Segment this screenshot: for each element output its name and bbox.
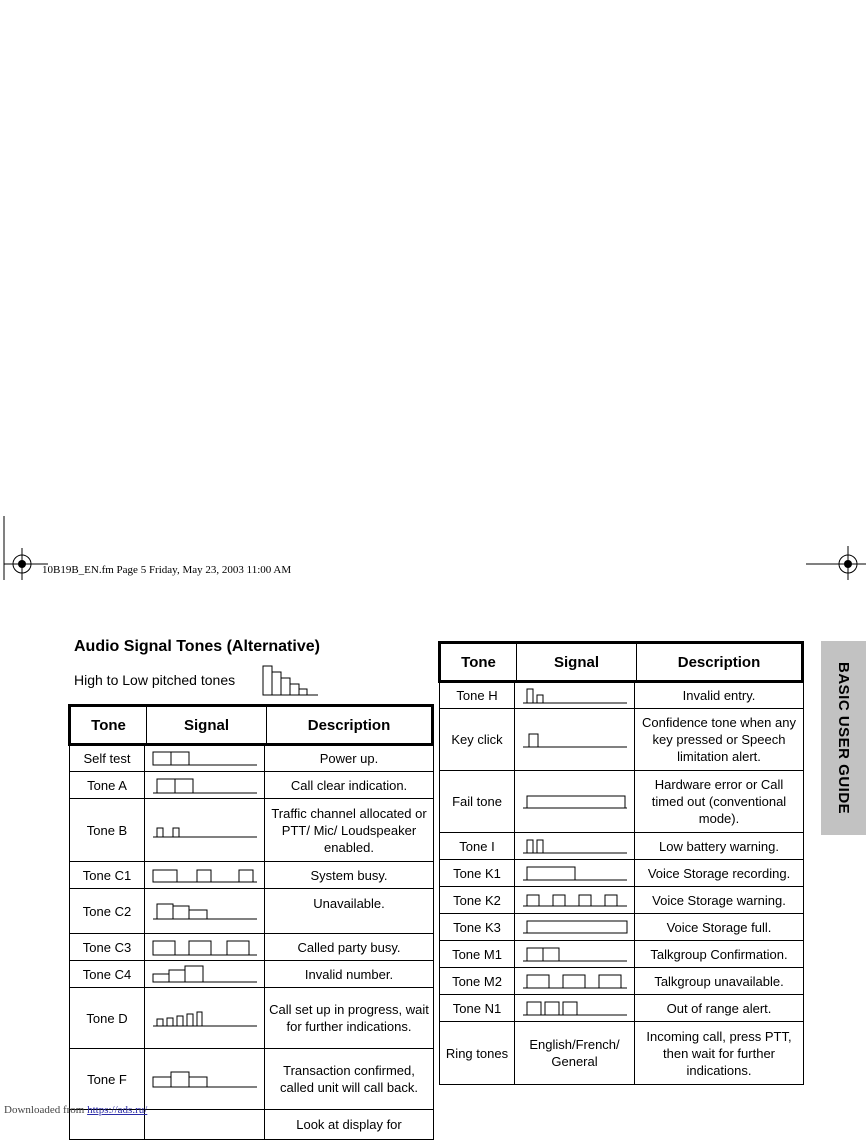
table-row bbox=[440, 887, 804, 914]
tone-description: System busy. bbox=[265, 862, 434, 889]
tone-description: Out of range alert. bbox=[635, 995, 804, 1022]
pitch-legend-label: High to Low pitched tones bbox=[74, 672, 236, 688]
right-table-header bbox=[438, 641, 804, 683]
tone-description: Talkgroup Confirmation. bbox=[635, 941, 804, 968]
crop-mark-left bbox=[0, 516, 48, 580]
table-row bbox=[70, 772, 434, 799]
footer-prefix: Downloaded from bbox=[4, 1104, 85, 1116]
table-row bbox=[70, 988, 434, 1049]
tone-name: Tone F bbox=[70, 1049, 145, 1110]
table-row bbox=[440, 771, 804, 833]
column-header-description: Description bbox=[636, 644, 801, 680]
tone-description: Confidence tone when any key pressed or Speech limitation alert. bbox=[635, 709, 804, 771]
signal-cell bbox=[145, 1110, 265, 1140]
tone-description: Voice Storage recording. bbox=[635, 860, 804, 887]
tone-description: Power up. bbox=[265, 745, 434, 772]
ascending-five-signal-icon bbox=[145, 988, 265, 1049]
column-header-signal: Signal bbox=[146, 707, 266, 743]
tone-description: Call set up in progress, wait for further indications. bbox=[265, 988, 434, 1049]
double-tone-signal-icon bbox=[515, 941, 635, 968]
tone-description: Call clear indication. bbox=[265, 772, 434, 799]
tone-name: Self test bbox=[70, 745, 145, 772]
footer-link[interactable]: https://ads.ru/ bbox=[87, 1104, 148, 1116]
spaced-triple-signal-icon bbox=[515, 968, 635, 995]
tone-description: Voice Storage full. bbox=[635, 914, 804, 941]
table-row bbox=[70, 889, 434, 934]
tone-description: Voice Storage warning. bbox=[635, 887, 804, 914]
tone-name: Tone A bbox=[70, 772, 145, 799]
tone-description: Traffic channel allocated or PTT/ Mic/ Loudspeaker enabled. bbox=[265, 799, 434, 862]
long-tone-signal-icon bbox=[515, 860, 635, 887]
table-row bbox=[70, 961, 434, 988]
document-header-line: 10B19B_EN.fm Page 5 Friday, May 23, 2003 11:00 AM bbox=[42, 564, 292, 576]
tone-name: Tone I bbox=[440, 833, 515, 860]
section-title: Audio Signal Tones (Alternative) bbox=[74, 638, 320, 655]
table-row bbox=[70, 1049, 434, 1110]
continuous-signal-icon bbox=[515, 914, 635, 941]
high-to-low-pitch-icon bbox=[260, 664, 320, 703]
single-click-signal-icon bbox=[515, 709, 635, 771]
tone-description: Incoming call, press PTT, then wait for further indications. bbox=[635, 1022, 804, 1085]
tone-description: Invalid entry. bbox=[635, 682, 804, 709]
descending-triple-signal-icon bbox=[145, 889, 265, 934]
table-row bbox=[70, 862, 434, 889]
tone-name: Ring tones bbox=[440, 1022, 515, 1085]
table-row bbox=[440, 833, 804, 860]
triple-pulse-signal-icon bbox=[145, 934, 265, 961]
table-row bbox=[440, 860, 804, 887]
table-row bbox=[70, 799, 434, 862]
left-tone-table bbox=[69, 744, 434, 1140]
two-tone-signal-icon bbox=[145, 772, 265, 799]
high-low-signal-icon bbox=[515, 682, 635, 709]
tone-name: Tone K3 bbox=[440, 914, 515, 941]
tone-description: Invalid number. bbox=[265, 961, 434, 988]
tone-description: Low battery warning. bbox=[635, 833, 804, 860]
table-row bbox=[70, 934, 434, 961]
table-row bbox=[440, 709, 804, 771]
short-double-beep-signal-icon bbox=[145, 799, 265, 862]
side-section-tab bbox=[821, 641, 866, 835]
column-header-tone: Tone bbox=[91, 716, 126, 734]
tone-name: Tone H bbox=[440, 682, 515, 709]
right-tone-table bbox=[439, 681, 804, 1085]
column-header-tone: Tone bbox=[461, 653, 496, 671]
crop-mark-right bbox=[806, 516, 866, 580]
tone-name: Fail tone bbox=[440, 771, 515, 833]
tone-name: Tone M2 bbox=[440, 968, 515, 995]
table-row bbox=[440, 914, 804, 941]
continuous-signal-icon bbox=[515, 771, 635, 833]
table-row bbox=[440, 941, 804, 968]
tone-description: Look at display for bbox=[265, 1110, 434, 1140]
tone-description: Talkgroup unavailable. bbox=[635, 968, 804, 995]
tone-name: Key click bbox=[440, 709, 515, 771]
tone-name: Tone M1 bbox=[440, 941, 515, 968]
tone-name: Tone C3 bbox=[70, 934, 145, 961]
table-row bbox=[440, 995, 804, 1022]
tone-description: Called party busy. bbox=[265, 934, 434, 961]
triple-tone-signal-icon bbox=[515, 995, 635, 1022]
tone-name: Tone K1 bbox=[440, 860, 515, 887]
tone-name: Tone K2 bbox=[440, 887, 515, 914]
tone-description: Unavailable. bbox=[265, 889, 434, 934]
side-tab-label: BASIC USER GUIDE bbox=[835, 661, 852, 815]
download-footer bbox=[4, 1104, 147, 1116]
four-pulse-signal-icon bbox=[515, 887, 635, 914]
tone-name: Tone C2 bbox=[70, 889, 145, 934]
rise-fall-signal-icon bbox=[145, 1049, 265, 1110]
tone-name: Tone B bbox=[70, 799, 145, 862]
tone-description: Hardware error or Call timed out (conventional mode). bbox=[635, 771, 804, 833]
left-table-header bbox=[68, 704, 434, 746]
tone-name: Tone D bbox=[70, 988, 145, 1049]
double-beep-signal-icon bbox=[515, 833, 635, 860]
tone-name: Tone N1 bbox=[440, 995, 515, 1022]
table-row bbox=[70, 745, 434, 772]
table-row bbox=[440, 1022, 804, 1085]
tone-name: Tone C1 bbox=[70, 862, 145, 889]
tone-description: Transaction confirmed, called unit will call back. bbox=[265, 1049, 434, 1110]
tone-name: Tone C4 bbox=[70, 961, 145, 988]
table-row bbox=[440, 682, 804, 709]
ascending-triple-signal-icon bbox=[145, 961, 265, 988]
column-header-description: Description bbox=[266, 707, 431, 743]
column-header-signal: Signal bbox=[516, 644, 636, 680]
table-row bbox=[440, 968, 804, 995]
two-tone-signal-icon bbox=[145, 745, 265, 772]
signal-text: English/French/ General bbox=[515, 1022, 635, 1085]
spaced-triple-signal-icon bbox=[145, 862, 265, 889]
